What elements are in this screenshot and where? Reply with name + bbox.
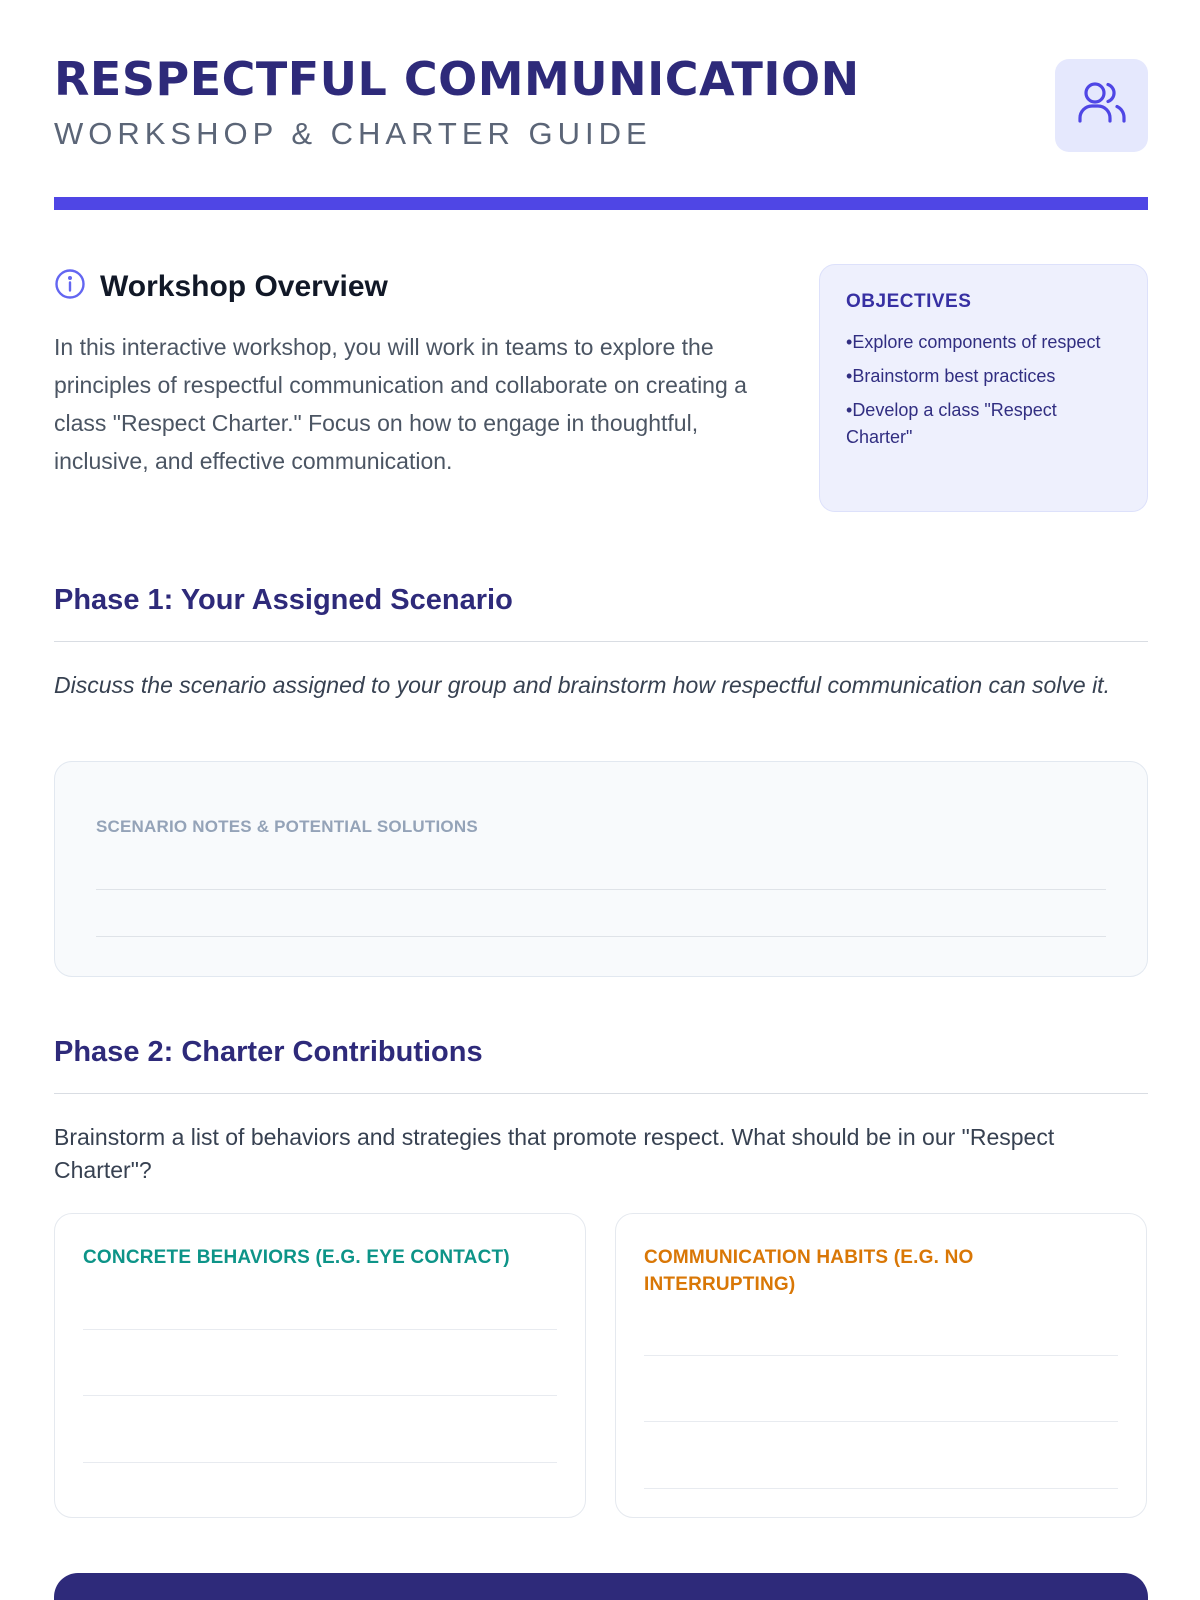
objectives-list xyxy=(846,329,1121,451)
writing-line xyxy=(96,936,1106,937)
writing-line xyxy=(83,1462,557,1463)
page-title: RESPECTFUL COMMUNICATION xyxy=(54,52,860,106)
phase-1-divider xyxy=(54,641,1148,642)
writing-line xyxy=(83,1395,557,1396)
header-badge xyxy=(1055,59,1148,152)
phase-2-description: Brainstorm a list of behaviors and strategies that promote respect. What should be in our "Respect Charter"? xyxy=(54,1124,1055,1183)
objectives-title: OBJECTIVES xyxy=(846,291,972,312)
users-icon xyxy=(1076,79,1128,132)
concrete-behaviors-box[interactable] xyxy=(54,1213,586,1518)
header xyxy=(54,52,1148,162)
phase-2-divider xyxy=(54,1093,1148,1094)
page-subtitle: WORKSHOP & CHARTER GUIDE xyxy=(54,116,652,151)
writing-line xyxy=(96,889,1106,890)
objectives-card xyxy=(819,264,1148,512)
writing-line xyxy=(644,1355,1118,1356)
communication-habits-box[interactable] xyxy=(615,1213,1147,1518)
overview-title: Workshop Overview xyxy=(100,269,388,303)
phase-1-title: Phase 1: Your Assigned Scenario xyxy=(54,584,513,616)
scenario-notes-label: SCENARIO NOTES & POTENTIAL SOLUTIONS xyxy=(96,817,478,836)
footer-bar xyxy=(54,1573,1148,1600)
phase-1-description: Discuss the scenario assigned to your group and brainstorm how respectful communication can solve it. xyxy=(54,672,1110,698)
objective-item: • Explore components of respect xyxy=(846,329,1121,356)
info-circle-icon xyxy=(54,268,86,305)
communication-habits-label: COMMUNICATION HABITS (E.G. NO INTERRUPTING) xyxy=(644,1247,974,1295)
scenario-notes-box[interactable] xyxy=(54,761,1148,977)
writing-line xyxy=(644,1488,1118,1489)
header-accent-bar xyxy=(54,197,1148,210)
phase-2-title: Phase 2: Charter Contributions xyxy=(54,1036,483,1068)
overview-text: In this interactive workshop, you will work in teams to explore the principles of respectful communication and collaborate on creating a class "Respect Charter." Focus on how to engage in thoughtful, inclusive, and effective communication. xyxy=(54,334,747,474)
concrete-behaviors-label: CONCRETE BEHAVIORS (E.G. EYE CONTACT) xyxy=(83,1247,510,1268)
writing-line xyxy=(83,1329,557,1330)
worksheet-page xyxy=(54,0,1148,1600)
writing-line xyxy=(644,1421,1118,1422)
objective-item: • Brainstorm best practices xyxy=(846,363,1121,390)
objective-item: • Develop a class "Respect Charter" xyxy=(846,397,1121,451)
overview-heading xyxy=(54,268,388,305)
